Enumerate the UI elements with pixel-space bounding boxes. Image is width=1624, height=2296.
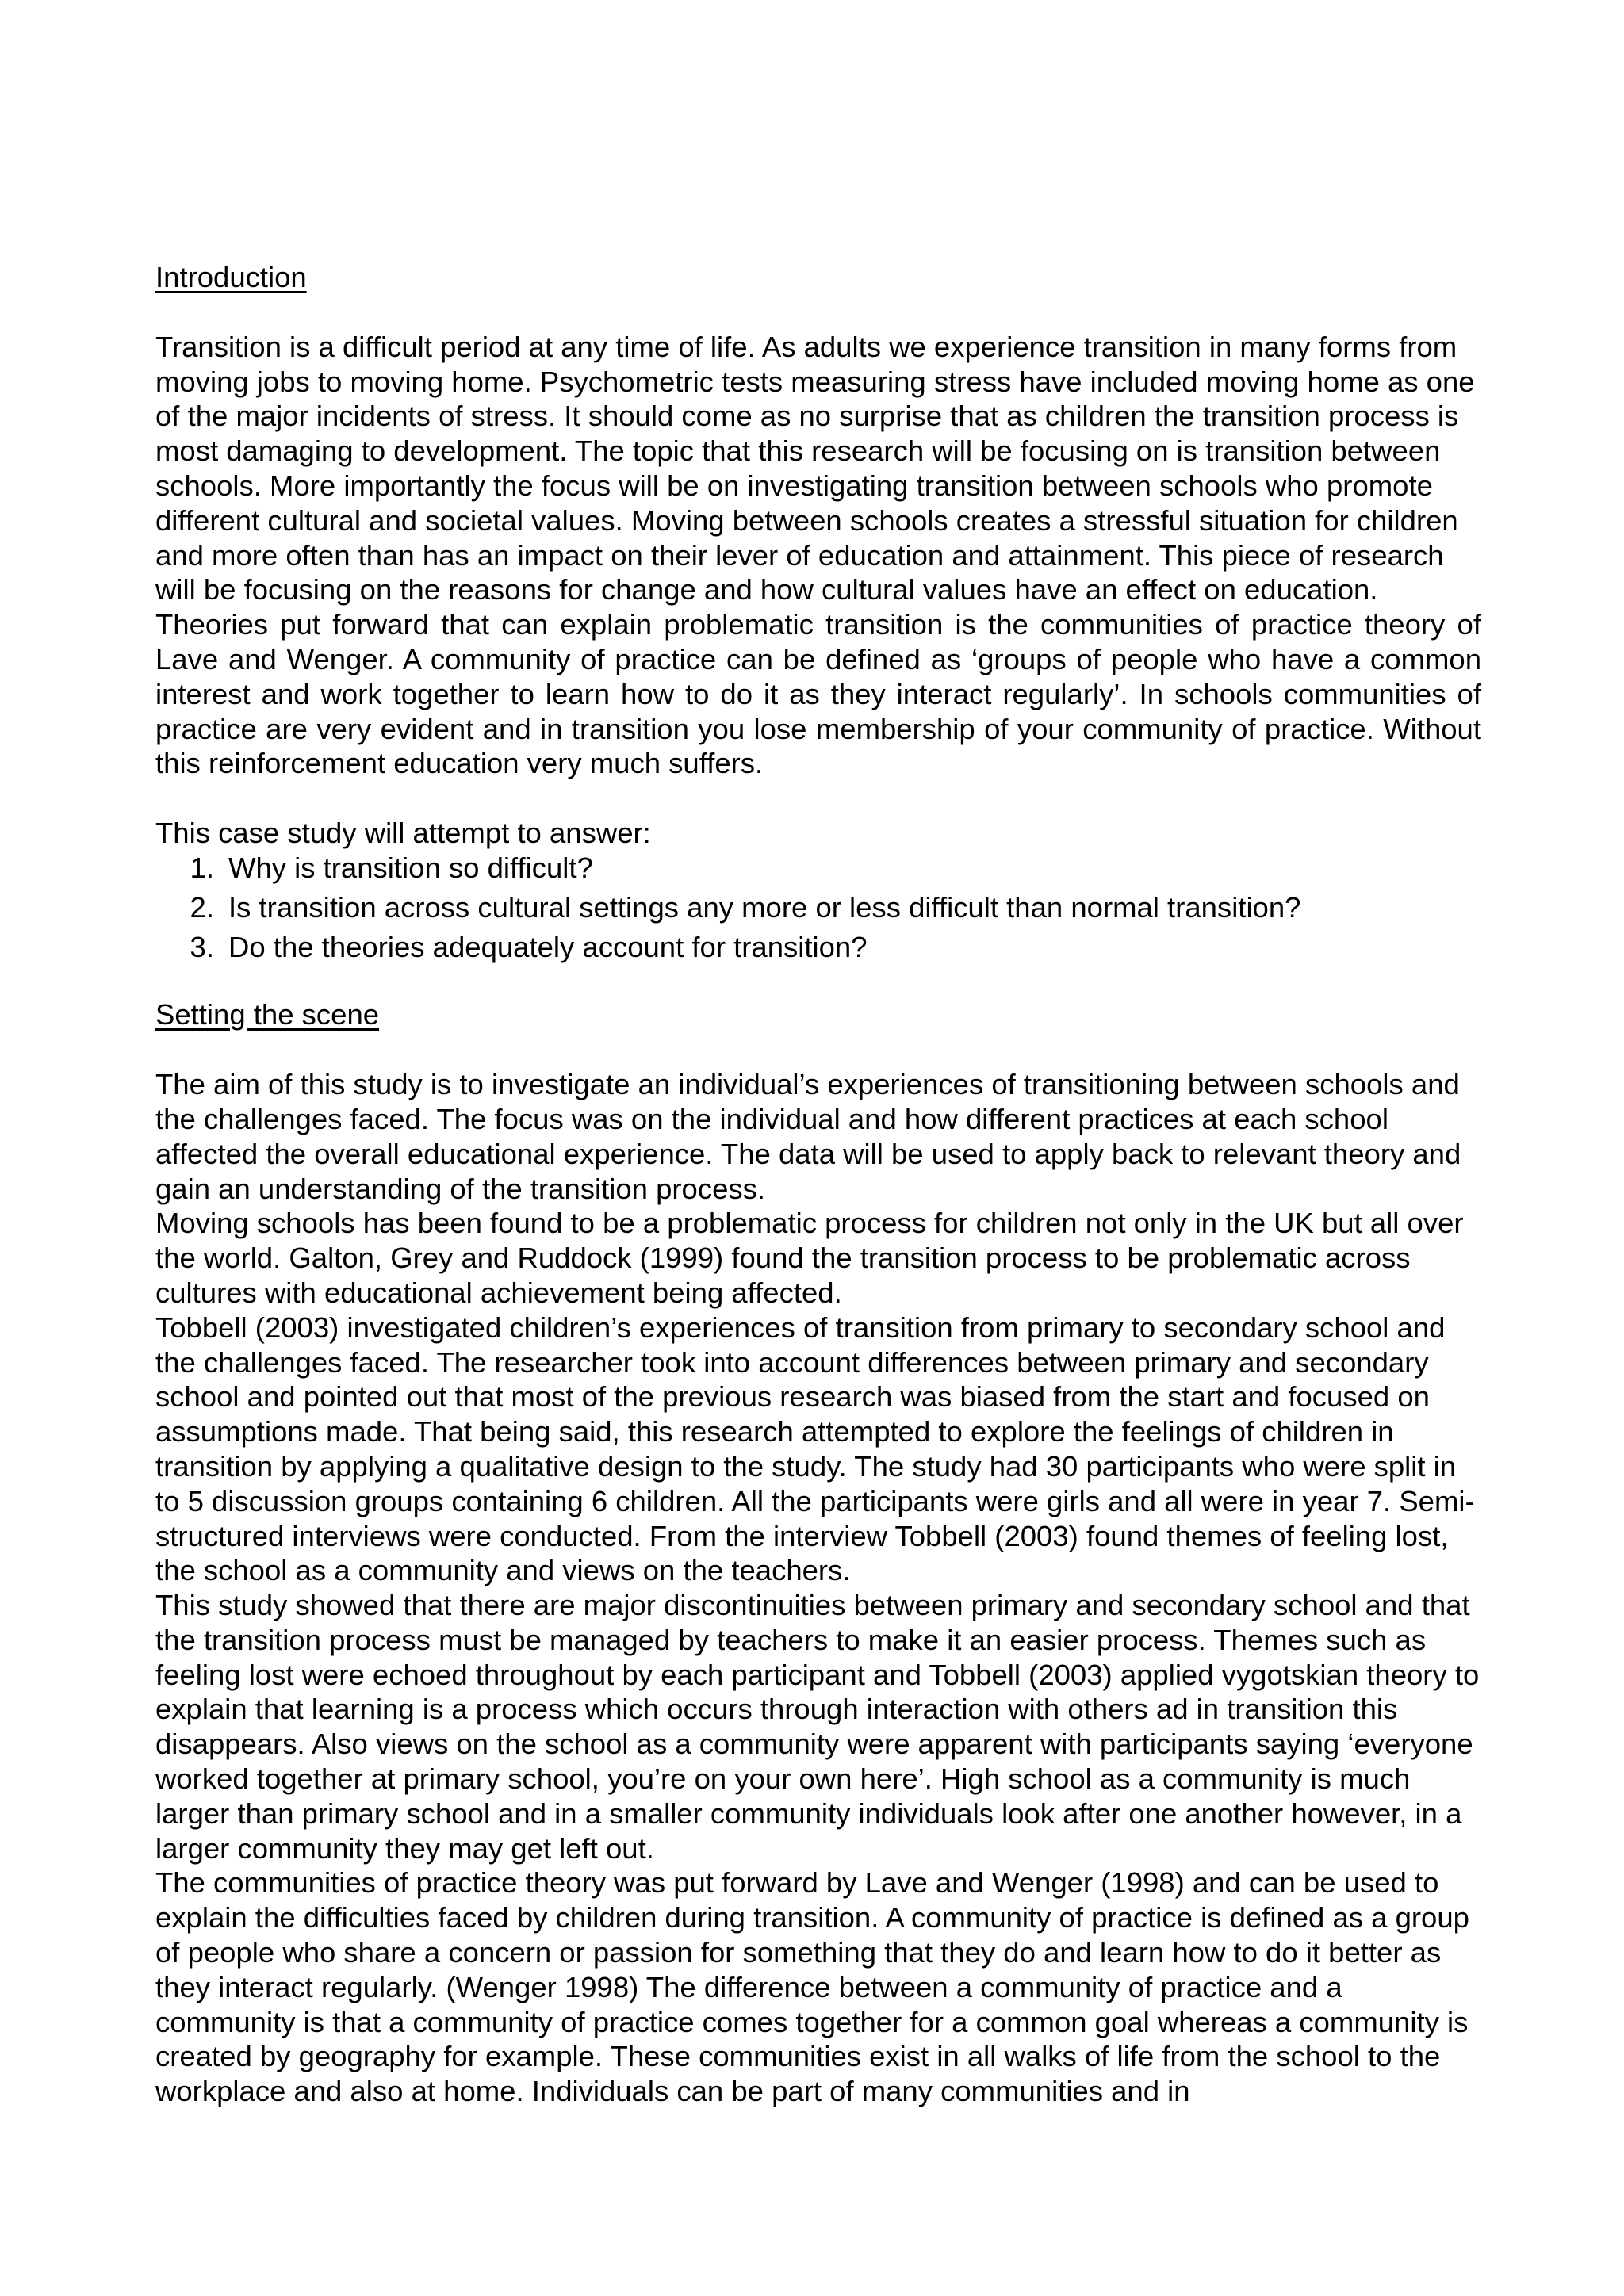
setting-paragraph-1: The aim of this study is to investigate an individual’s experiences of transitioning between schools and the challenges faced. The focus was on the individual and how different practices at each school affected the overall educational experience. The data will be used to apply back to relevant theory and gain an understanding of the transition process. — [155, 1068, 1461, 1205]
list-item-text: Why is transition so difficult? — [228, 851, 593, 884]
introduction-heading: Introduction — [155, 261, 307, 293]
setting-paragraph-4: This study showed that there are major discontinuities between primary and secondary school and that the transition process must be managed by teachers to make it an easier process. Themes such as feeling lost were echoed throughout by each participant and Tobbell (2003) applied vygotskian theory to explain that learning is a process which occurs through interaction with others ad in transition this disappears. Also views on the school as a community were apparent with participants saying ‘everyone worked together at primary school, you’re on your own here’. High school as a community is much larger than primary school and in a smaller community individuals look after one another however, in a larger community they may get left out. — [155, 1589, 1480, 1865]
list-item-number: 3. — [190, 930, 214, 963]
setting-paragraph-5: The communities of practice theory was put forward by Lave and Wenger (1998) and can be used to explain the difficulties faced by children during transition. A community of practice is defined as a group of people who share a concern or passion for something that they do and learn how to do it better as they interact regularly. (Wenger 1998) The difference between a community of practice and a community is that a community of practice comes together for a common goal whereas a community is created by geography for example. These communities exist in all walks of life from the school to the workplace and also at home. Individuals can be part of many communities and in — [155, 1866, 1469, 2108]
setting-paragraph-2: Moving schools has been found to be a problematic process for children not only in the UK but all over the world. Galton, Grey and Ruddock (1999) found the transition process to be problematic across cultures with educational achievement being affected. — [155, 1207, 1464, 1309]
list-item — [155, 890, 1481, 925]
setting-the-scene-heading: Setting the scene — [155, 998, 380, 1031]
introduction-paragraph-2: Theories put forward that can explain problematic transition is the communities of practice theory of Lave and Wenger. A community of practice can be defined as ‘groups of people who have a common interest and work together to learn how to do it as they interact regularly’. In schools communities of practice are very evident and in transition you lose membership of your community of practice. Without this reinforcement education very much suffers. — [155, 608, 1481, 780]
list-item-number: 2. — [190, 890, 214, 924]
list-item — [155, 851, 1481, 886]
list-item — [155, 930, 1481, 965]
setting-paragraph-3: Tobbell (2003) investigated children’s experiences of transition from primary to secondary school and the challenges faced. The researcher took into account differences between primary and secondary school and pointed out that most of the previous research was biased from the start and focused on assumptions made. That being said, this research attempted to explore the feelings of children in transition by applying a qualitative design to the study. The study had 30 participants who were split in to 5 discussion groups containing 6 children. All the participants were girls and all were in year 7. Semi-structured interviews were conducted. From the interview Tobbell (2003) found themes of feeling lost, the school as a community and views on the teachers. — [155, 1311, 1475, 1587]
list-item-text: Do the theories adequately account for transition? — [228, 930, 868, 963]
list-item-number: 1. — [190, 851, 214, 884]
introduction-paragraph-1: Transition is a difficult period at any time of life. As adults we experience transition in many forms from moving jobs to moving home. Psychometric tests measuring stress have included moving home as one of the major incidents of stress. It should come as no surprise that as children the transition process is most damaging to development. The topic that this research will be focusing on is transition between schools. More importantly the focus will be on investigating transition between schools who promote different cultural and societal values. Moving between schools creates a stressful situation for children and more often than has an impact on their lever of education and attainment. This piece of research will be focusing on the reasons for change and how cultural values have an effect on education. — [155, 330, 1475, 607]
document-page — [155, 260, 1481, 2109]
list-intro: This case study will attempt to answer: — [155, 817, 651, 850]
list-item-text: Is transition across cultural settings any more or less difficult than normal transition? — [228, 890, 1301, 924]
question-list — [155, 851, 1481, 964]
